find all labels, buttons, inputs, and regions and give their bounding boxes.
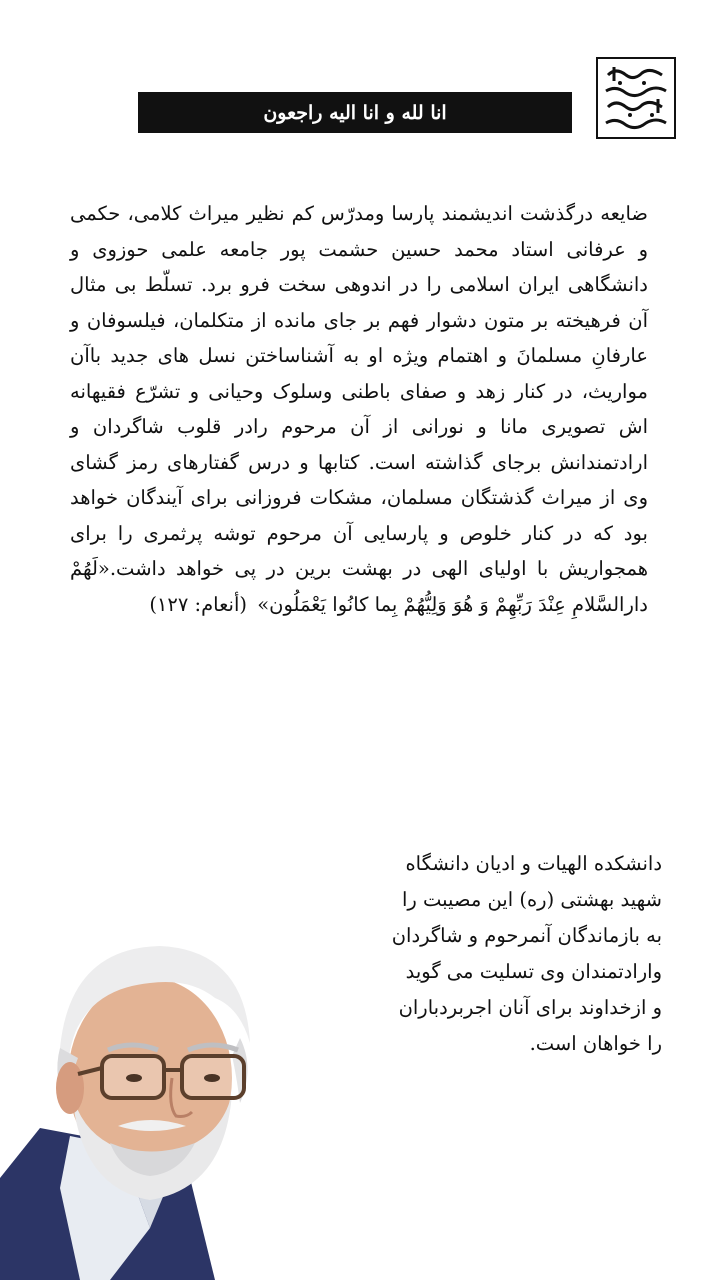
condolence-line: وارادتمندان وی تسلیت می گوید bbox=[405, 960, 662, 983]
university-logo bbox=[596, 57, 676, 139]
obituary-text bbox=[70, 196, 648, 622]
obituary-body: ضایعه درگذشت اندیشمند پارسا ومدرّس کم نظیر میراث کلامی، حکمی و عرفانی استاد محمد حسین حشمت پور جامعه علمی حوزوی و دانشگاهی ایران اسلامی را در اندوهی سخت فرو برد. تسلّط بی مثال آن فرهیخته بر متون دشوار فهم بر جای مانده از متکلمان، فیلسوفان و عارفانِ مسلمانَ و اهتمام ویژه او به آشناساختن نسل های جدید باآن مواریث، در کنار زهد و صفای باطنی وسلوک وحیانی و تشرّع فقیهانه اش تصویری مانا و نورانی از آن مرحوم رادر قلوب شاگردان و ارادتمندانش برجای گذاشته است. کتابها و درس گفتارهای رمز گشای وی از میراث گذشتگان مسلمان، مشکات فروزانی برای آیندگان خواهد بود که در کنار خلوص و پارسایی آن مرحوم توشه پرثمری را برای همجواریش با اولیای الهی در بهشت برین در پی خواهد داشت. bbox=[70, 202, 648, 580]
portrait-illustration-icon bbox=[0, 928, 300, 1280]
condolence-line: شهید بهشتی (ره) این مصیبت را bbox=[401, 888, 662, 911]
condolence-line: به بازماندگان آنمرحوم و شاگردان bbox=[391, 924, 662, 947]
condolence-text bbox=[292, 846, 662, 1062]
condolence-line: دانشکده الهیات و ادیان دانشگاه bbox=[405, 852, 662, 875]
quran-quote: «لَهُمْ دارالسَّلامِ عِنْدَ رَبِّهِمْ وَ هُوَ وَلِیُّهُمْ بِما کانُوا یَعْمَلُون» bbox=[70, 557, 648, 616]
university-logo-icon bbox=[600, 61, 672, 135]
condolence-line: را خواهان است. bbox=[529, 1032, 662, 1055]
header-bar bbox=[138, 92, 572, 133]
condolence-line: و ازخداوند برای آنان اجربردباران bbox=[398, 996, 662, 1019]
quote-citation: (أنعام: ۱۲۷) bbox=[149, 592, 247, 616]
page-title: انا لله و انا الیه راجعون bbox=[263, 101, 447, 124]
